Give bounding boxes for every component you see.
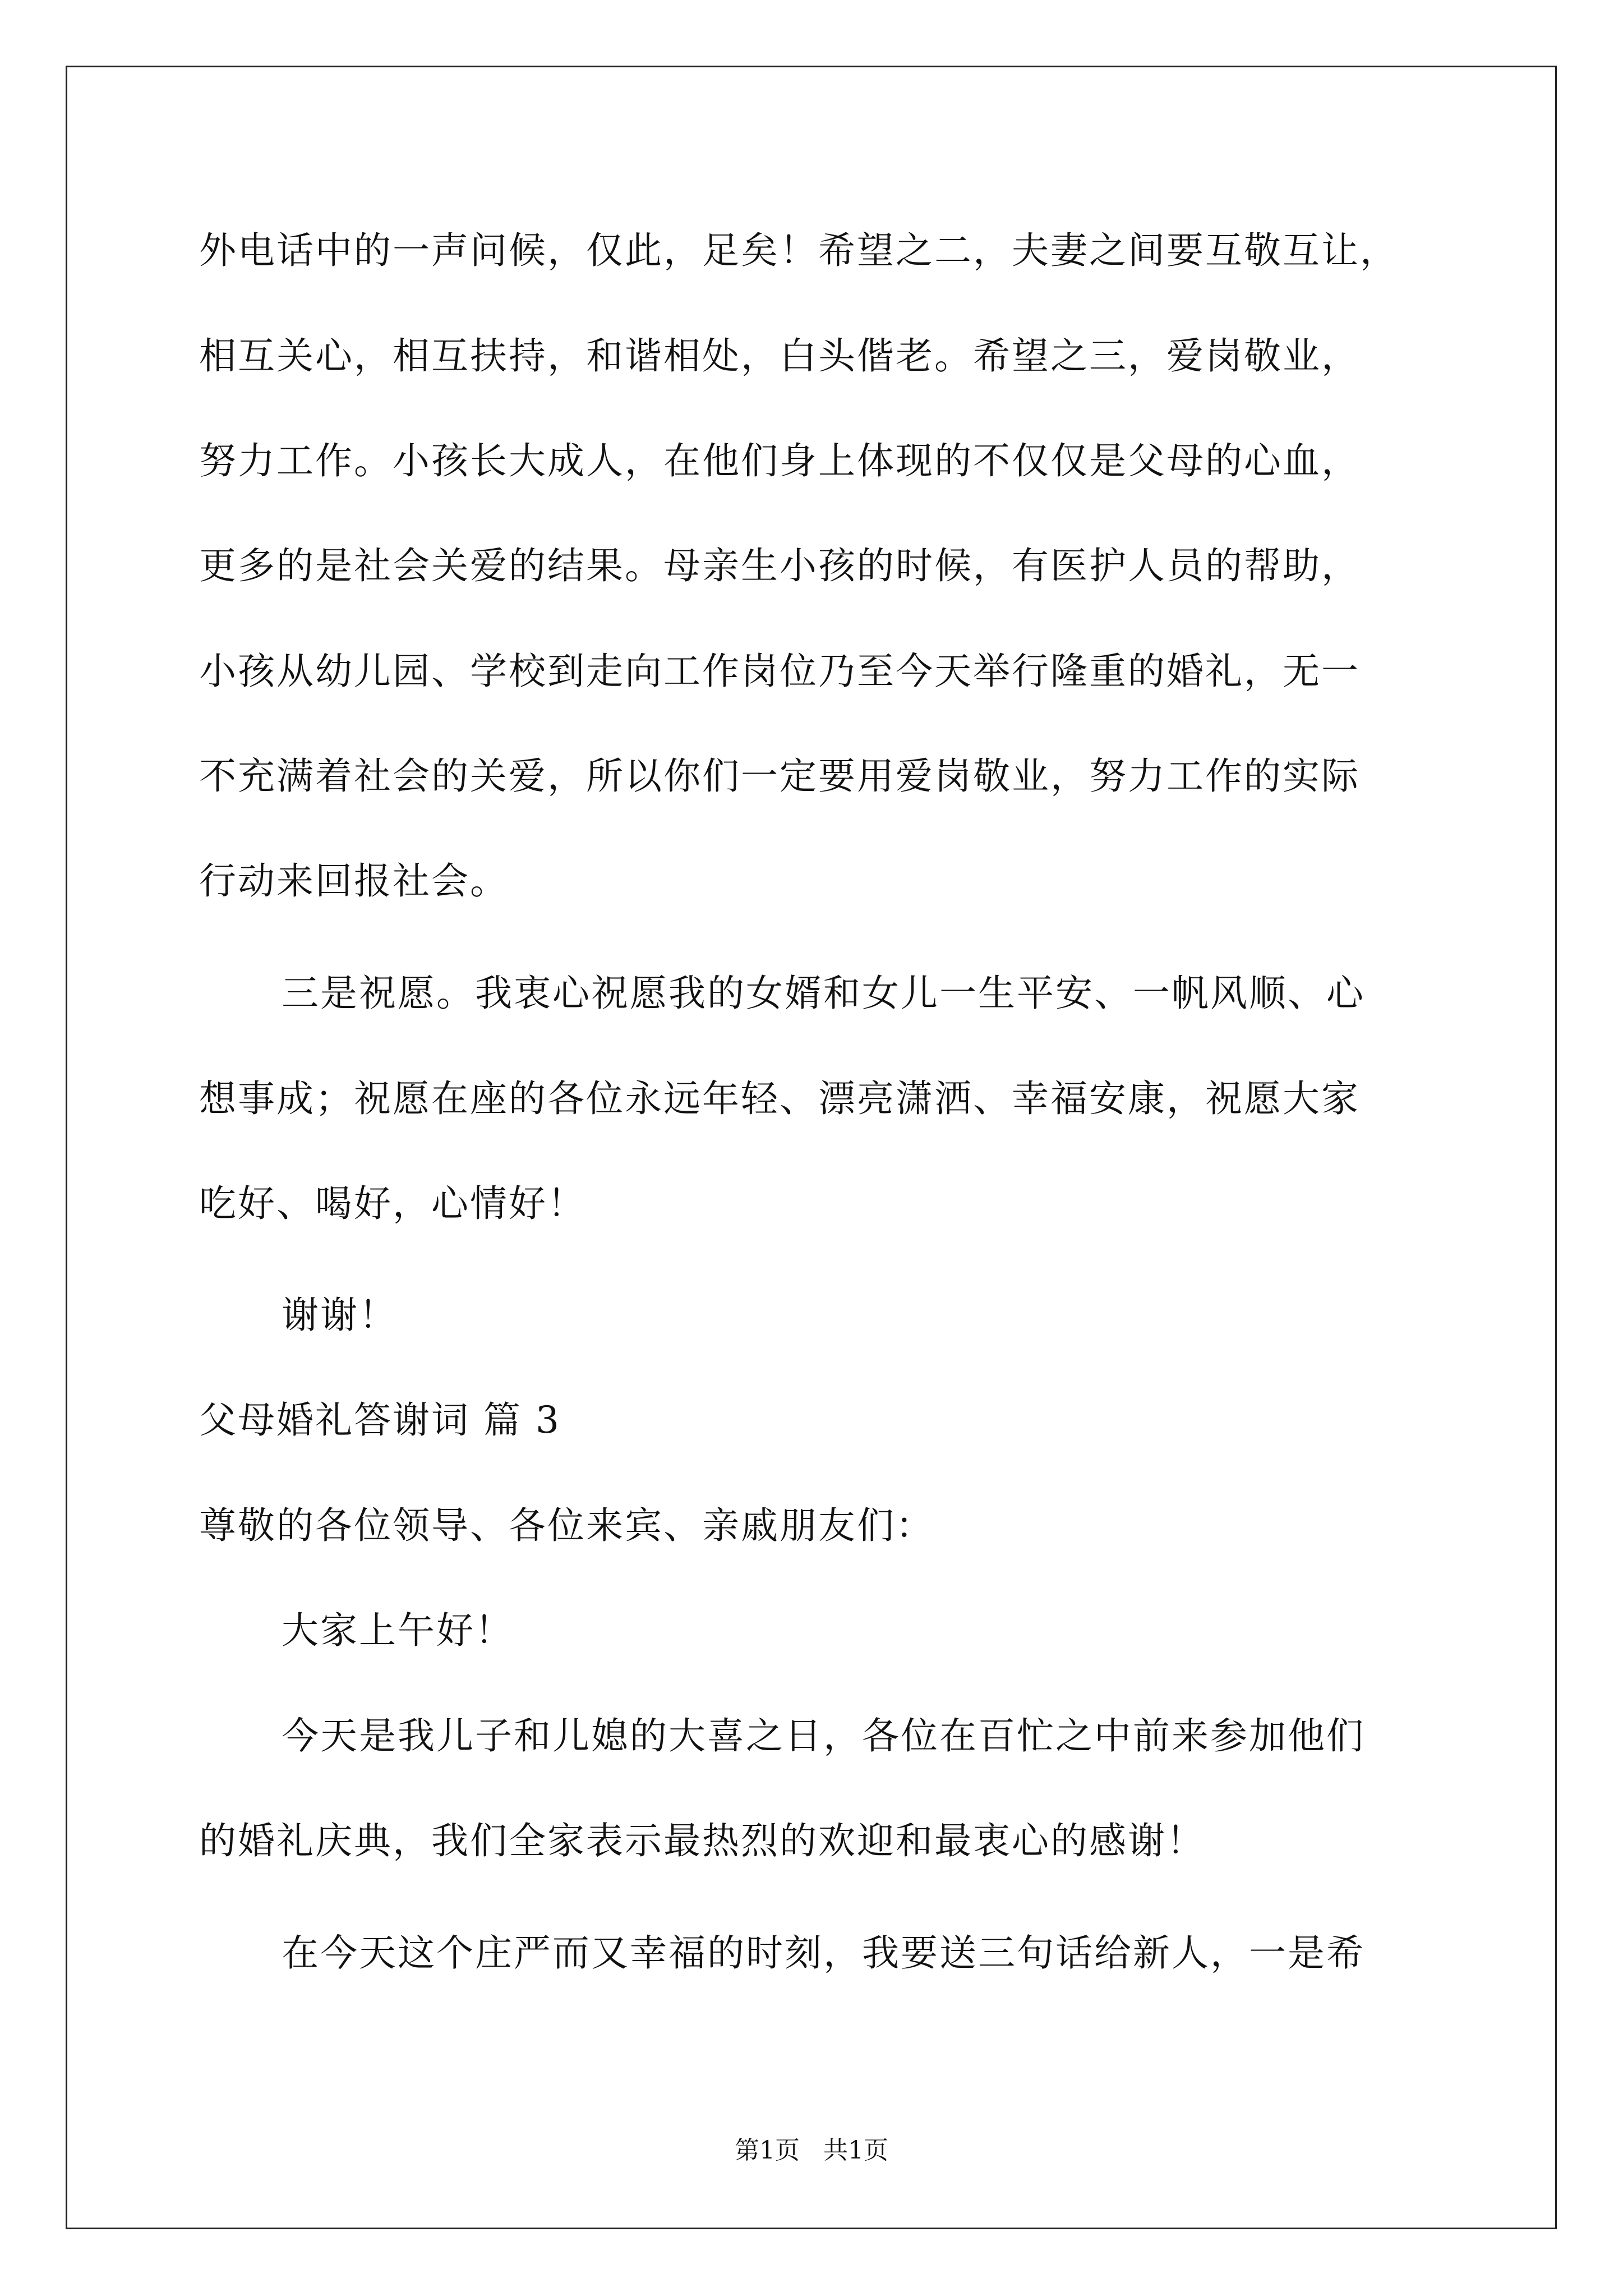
body-text-line: 不充满着社会的关爱，所以你们一定要用爱岗敬业，努力工作的实际: [199, 754, 1360, 798]
body-text-line: 努力工作。小孩长大成人，在他们身上体现的不仅仅是父母的心血，: [199, 439, 1360, 482]
thanks-line: 谢谢！: [282, 1294, 398, 1337]
body-text-line: 更多的是社会关爱的结果。母亲生小孩的时候，有医护人员的帮助，: [199, 544, 1360, 587]
paragraph-first-line: 在今天这个庄严而又幸福的时刻，我要送三句话给新人，一是希: [282, 1931, 1365, 1975]
page-footer: 第1页 共1页: [735, 2136, 888, 2165]
body-text-line: 外电话中的一声问候，仅此，足矣！希望之二，夫妻之间要互敬互让，: [199, 229, 1399, 272]
body-text-line: 小孩从幼儿园、学校到走向工作岗位乃至今天举行隆重的婚礼，无一: [199, 650, 1360, 693]
body-text-line: 想事成；祝愿在座的各位永远年轻、漂亮潇洒、幸福安康，祝愿大家: [199, 1077, 1360, 1120]
section-heading: 父母婚礼答谢词 篇 3: [199, 1398, 561, 1442]
body-text-line: 吃好、喝好，心情好！: [199, 1182, 586, 1225]
paragraph-first-line: 今天是我儿子和儿媳的大喜之日，各位在百忙之中前来参加他们: [282, 1714, 1365, 1757]
body-text-line: 相互关心，相互扶持，和谐相处，白头偕老。希望之三，爱岗敬业，: [199, 334, 1360, 378]
body-text-line: 的婚礼庆典，我们全家表示最热烈的欢迎和最衷心的感谢！: [199, 1819, 1205, 1862]
page-border: [66, 66, 1557, 2229]
greeting-line: 大家上午好！: [282, 1609, 514, 1652]
body-text-line: 行动来回报社会。: [199, 859, 509, 903]
paragraph-first-line: 三是祝愿。我衷心祝愿我的女婿和女儿一生平安、一帆风顺、心: [282, 972, 1365, 1015]
salutation-line: 尊敬的各位领导、各位来宾、亲戚朋友们：: [199, 1504, 934, 1547]
